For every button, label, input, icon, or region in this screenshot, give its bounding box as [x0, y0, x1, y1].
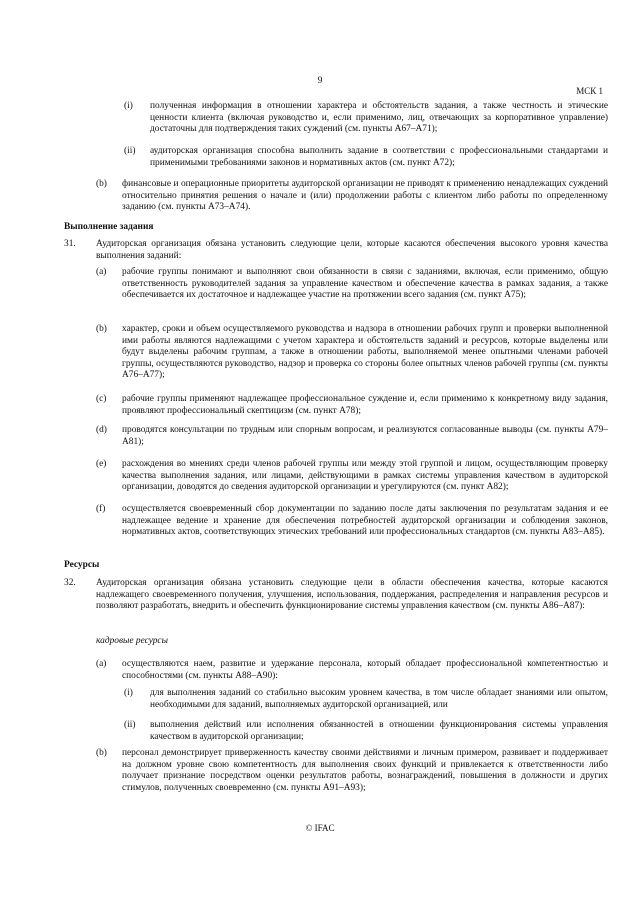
paragraph-text: Аудиторская организация обязана установить следующие цели, которые касаются обеспечения высокого уровня качества выполнения заданий:: [96, 239, 608, 261]
paragraph-number: 32.: [64, 578, 76, 588]
item-text: рабочие группы понимают и выполняют свои обязанности в связи с заданиями, включая, если применимо, общую ответственность руководителей задания за управление качеством и обеспечение качества в рамках задания, а также обеспечивается их достаточное и надлежащее участие на протяжении всего задания (см. пункт А75);: [122, 267, 608, 301]
item-label: (i): [124, 688, 133, 698]
item-text: осуществляется своевременный сбор документации по заданию после даты заключения по результатам задания и ее надлежащее ведение и хранение для обеспечения потребностей аудиторской организации и соблюдения законов, нормативных актов, соответствующих этических требований или профессиональных стандартов (см. пункты А83–А85).: [122, 504, 608, 538]
standard-mark: МСК 1: [576, 86, 603, 96]
item-label: (a): [96, 659, 107, 669]
section-heading: Ресурсы: [64, 560, 100, 570]
item-label: (b): [96, 748, 107, 758]
item-label: (ii): [124, 146, 136, 156]
paragraph-text: Аудиторская организация обязана установить следующие цели в области обеспечения качества, которые касаются надлежащего своевременного получения, улучшения, использования, поддержания, распределения и направления ресурсов и позволяют разработать, внедрить и обеспечить функционирование системы управления качеством (см. пункты А86–А87):: [96, 578, 608, 612]
item-text: характер, сроки и объем осуществляемого руководства и надзора в отношении рабочих групп и проверки выполненной ими работы являются надлежащими с учетом характера и обстоятельств заданий и ресурсов, которые выделены или будут выделены рабочим группам, а также в отношении работы, выполняемой менее опытными членами рабочей группы, осуществляются руководство, надзор и проверка со стороны более опытных членов рабочей группы (см. пункты А76–А77);: [122, 324, 608, 381]
item-label: (e): [96, 459, 107, 469]
item-text: рабочие группы применяют надлежащее профессиональное суждение и, если применимо к конкретному виду задания, проявляют профессиональный скептицизм (см. пункт А78);: [122, 394, 608, 416]
item-text: аудиторская организация способна выполнить задание в соответствии с профессиональными стандартами и применимыми требованиями законов и нормативных актов (см. пункт А72);: [150, 146, 608, 168]
subheading: кадровые ресурсы: [96, 636, 168, 646]
paragraph-number: 31.: [64, 239, 76, 249]
item-label: (b): [96, 324, 107, 334]
item-text: полученная информация в отношении характера и обстоятельств задания, а также честность и этические ценности клиента (включая руководство и, если применимо, лиц, отвечающих за корпоративное управление) достаточны для подтверждения таких суждений (см. пункты А67–А71);: [150, 101, 608, 135]
item-text: для выполнения заданий со стабильно высоким уровнем качества, в том числе обладает знаниями или опытом, необходимыми для заданий, выполняемых аудиторской организацией, или: [150, 688, 608, 710]
item-label: (a): [96, 267, 107, 277]
item-text: персонал демонстрирует приверженность качеству своими действиями и личным примером, развивает и поддерживает на должном уровне свою компетентность для выполнения своих функций и привлекается к ответственности либо получает признание посредством оценки результатов работы, вознаграждений, повышения в должности и других стимулов, полученных своевременно (см. пункты А91–А93);: [122, 748, 608, 793]
item-text: выполнения действий или исполнения обязанностей в отношении функционирования системы управления качеством в аудиторской организации;: [150, 720, 608, 742]
item-label: (f): [96, 504, 106, 514]
item-label: (d): [96, 425, 107, 435]
item-text: проводятся консультации по трудным или спорным вопросам, и реализуются согласованные выводы (см. пункты А79–А81);: [122, 425, 608, 447]
page-number: 9: [317, 76, 323, 86]
item-text: финансовые и операционные приоритеты аудиторской организации не приводят к применению ненадлежащих суждений относительно принятия решения о начале и (или) продолжении работы с клиентом либо работы по определенному заданию (см. пункты А73–А74).: [122, 179, 608, 213]
item-label: (i): [124, 101, 133, 111]
footer-copyright: © IFAC: [305, 823, 335, 833]
section-heading: Выполнение задания: [64, 222, 154, 232]
item-text: расхождения во мнениях среди членов рабочей группы или между этой группой и лицом, осуществляющим проверку качества выполнения задания, или лицами, действующими в рамках системы управления качеством в аудиторской организации, доводятся до сведения аудиторской организации и урегулируются (см. пункт А82);: [122, 459, 608, 493]
item-label: (ii): [124, 720, 136, 730]
item-label: (b): [96, 179, 107, 189]
item-label: (c): [96, 394, 107, 404]
item-text: осуществляются наем, развитие и удержание персонала, который обладает профессиональной компетентностью и способностями (см. пункты А88–А90):: [122, 659, 608, 681]
